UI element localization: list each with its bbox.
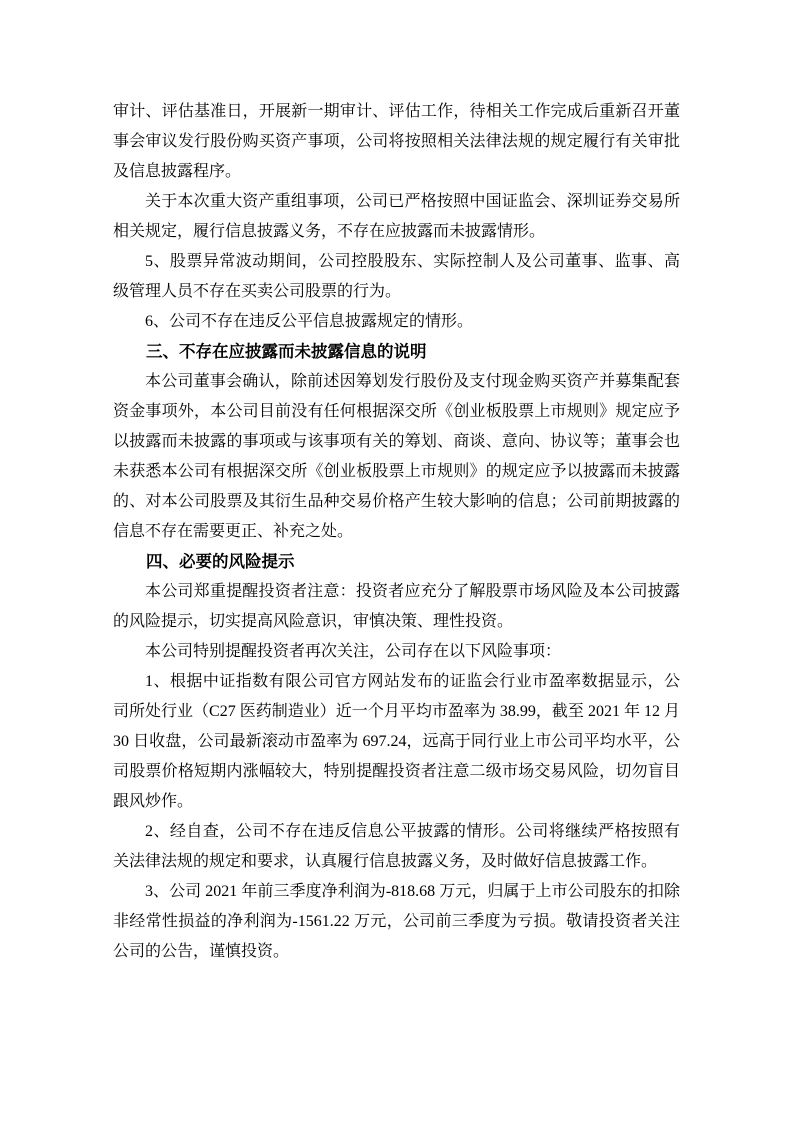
paragraph-investor-reminder: 本公司郑重提醒投资者注意：投资者应充分了解股票市场风险及本公司披露的风险提示，切实提高风险意识，审慎决策、理性投资。: [113, 583, 680, 630]
risk-item-3-net-profit-loss: 3、公司 2021 年前三季度净利润为-818.68 万元，归属于上市公司股东的扣除非经常性损益的净利润为-1561.22 万元，公司前三季度为亏损。敬请投资者关注公司的公告，谨慎投资。: [113, 883, 680, 960]
paragraph-disclosure-compliance: 关于本次重大资产重组事项，公司已严格按照中国证监会、深圳证券交易所相关规定，履行信息披露义务，不存在应披露而未披露情形。: [113, 193, 680, 240]
risk-item-1-pe-ratio: 1、根据中证指数有限公司官方网站发布的证监会行业市盈率数据显示，公司所处行业（C27 医药制造业）近一个月平均市盈率为 38.99，截至 2021 年 12 月 30 日收盘，公司最新滚动市盈率为 697.24，远高于同行业上市公司平均水平，公司股票价格短期内涨幅较大，特别提醒投资者注意二级市场交易风险，切勿盲目跟风炒作。: [113, 673, 680, 810]
list-item-5-trading-behavior: 5、股票异常波动期间，公司控股股东、实际控制人及公司董事、监事、高级管理人员不存在买卖公司股票的行为。: [113, 253, 680, 300]
section-heading-4-risk-warning: 四、必要的风险提示: [146, 553, 295, 571]
section-heading-3-undisclosed-info: 三、不存在应披露而未披露信息的说明: [146, 343, 427, 361]
paragraph-audit-continuation: 审计、评估基准日，开展新一期审计、评估工作，待相关工作完成后重新召开董事会审议发行股份购买资产事项，公司将按照相关法律法规的规定履行有关审批及信息披露程序。: [113, 103, 680, 180]
risk-item-2-self-inspection: 2、经自查，公司不存在违反信息公平披露的情形。公司将继续严格按照有关法律法规的规定和要求，认真履行信息披露义务，及时做好信息披露工作。: [113, 823, 680, 870]
paragraph-board-confirmation: 本公司董事会确认，除前述因筹划发行股份及支付现金购买资产并募集配套资金事项外，本公司目前没有任何根据深交所《创业板股票上市规则》规定应予以披露而未披露的事项或与该事项有关的筹划、商谈、意向、协议等；董事会也未获悉本公司有根据深交所《创业板股票上市规则》的规定应予以披露而未披露的、对本公司股票及其衍生品种交易价格产生较大影响的信息；公司前期披露的信息不存在需要更正、补充之处。: [113, 373, 680, 540]
document-body: [113, 97, 680, 967]
paragraph-risk-items-intro: 本公司特别提醒投资者再次关注，公司存在以下风险事项：: [145, 643, 562, 660]
list-item-6-fair-disclosure: 6、公司不存在违反公平信息披露规定的情形。: [145, 313, 474, 330]
